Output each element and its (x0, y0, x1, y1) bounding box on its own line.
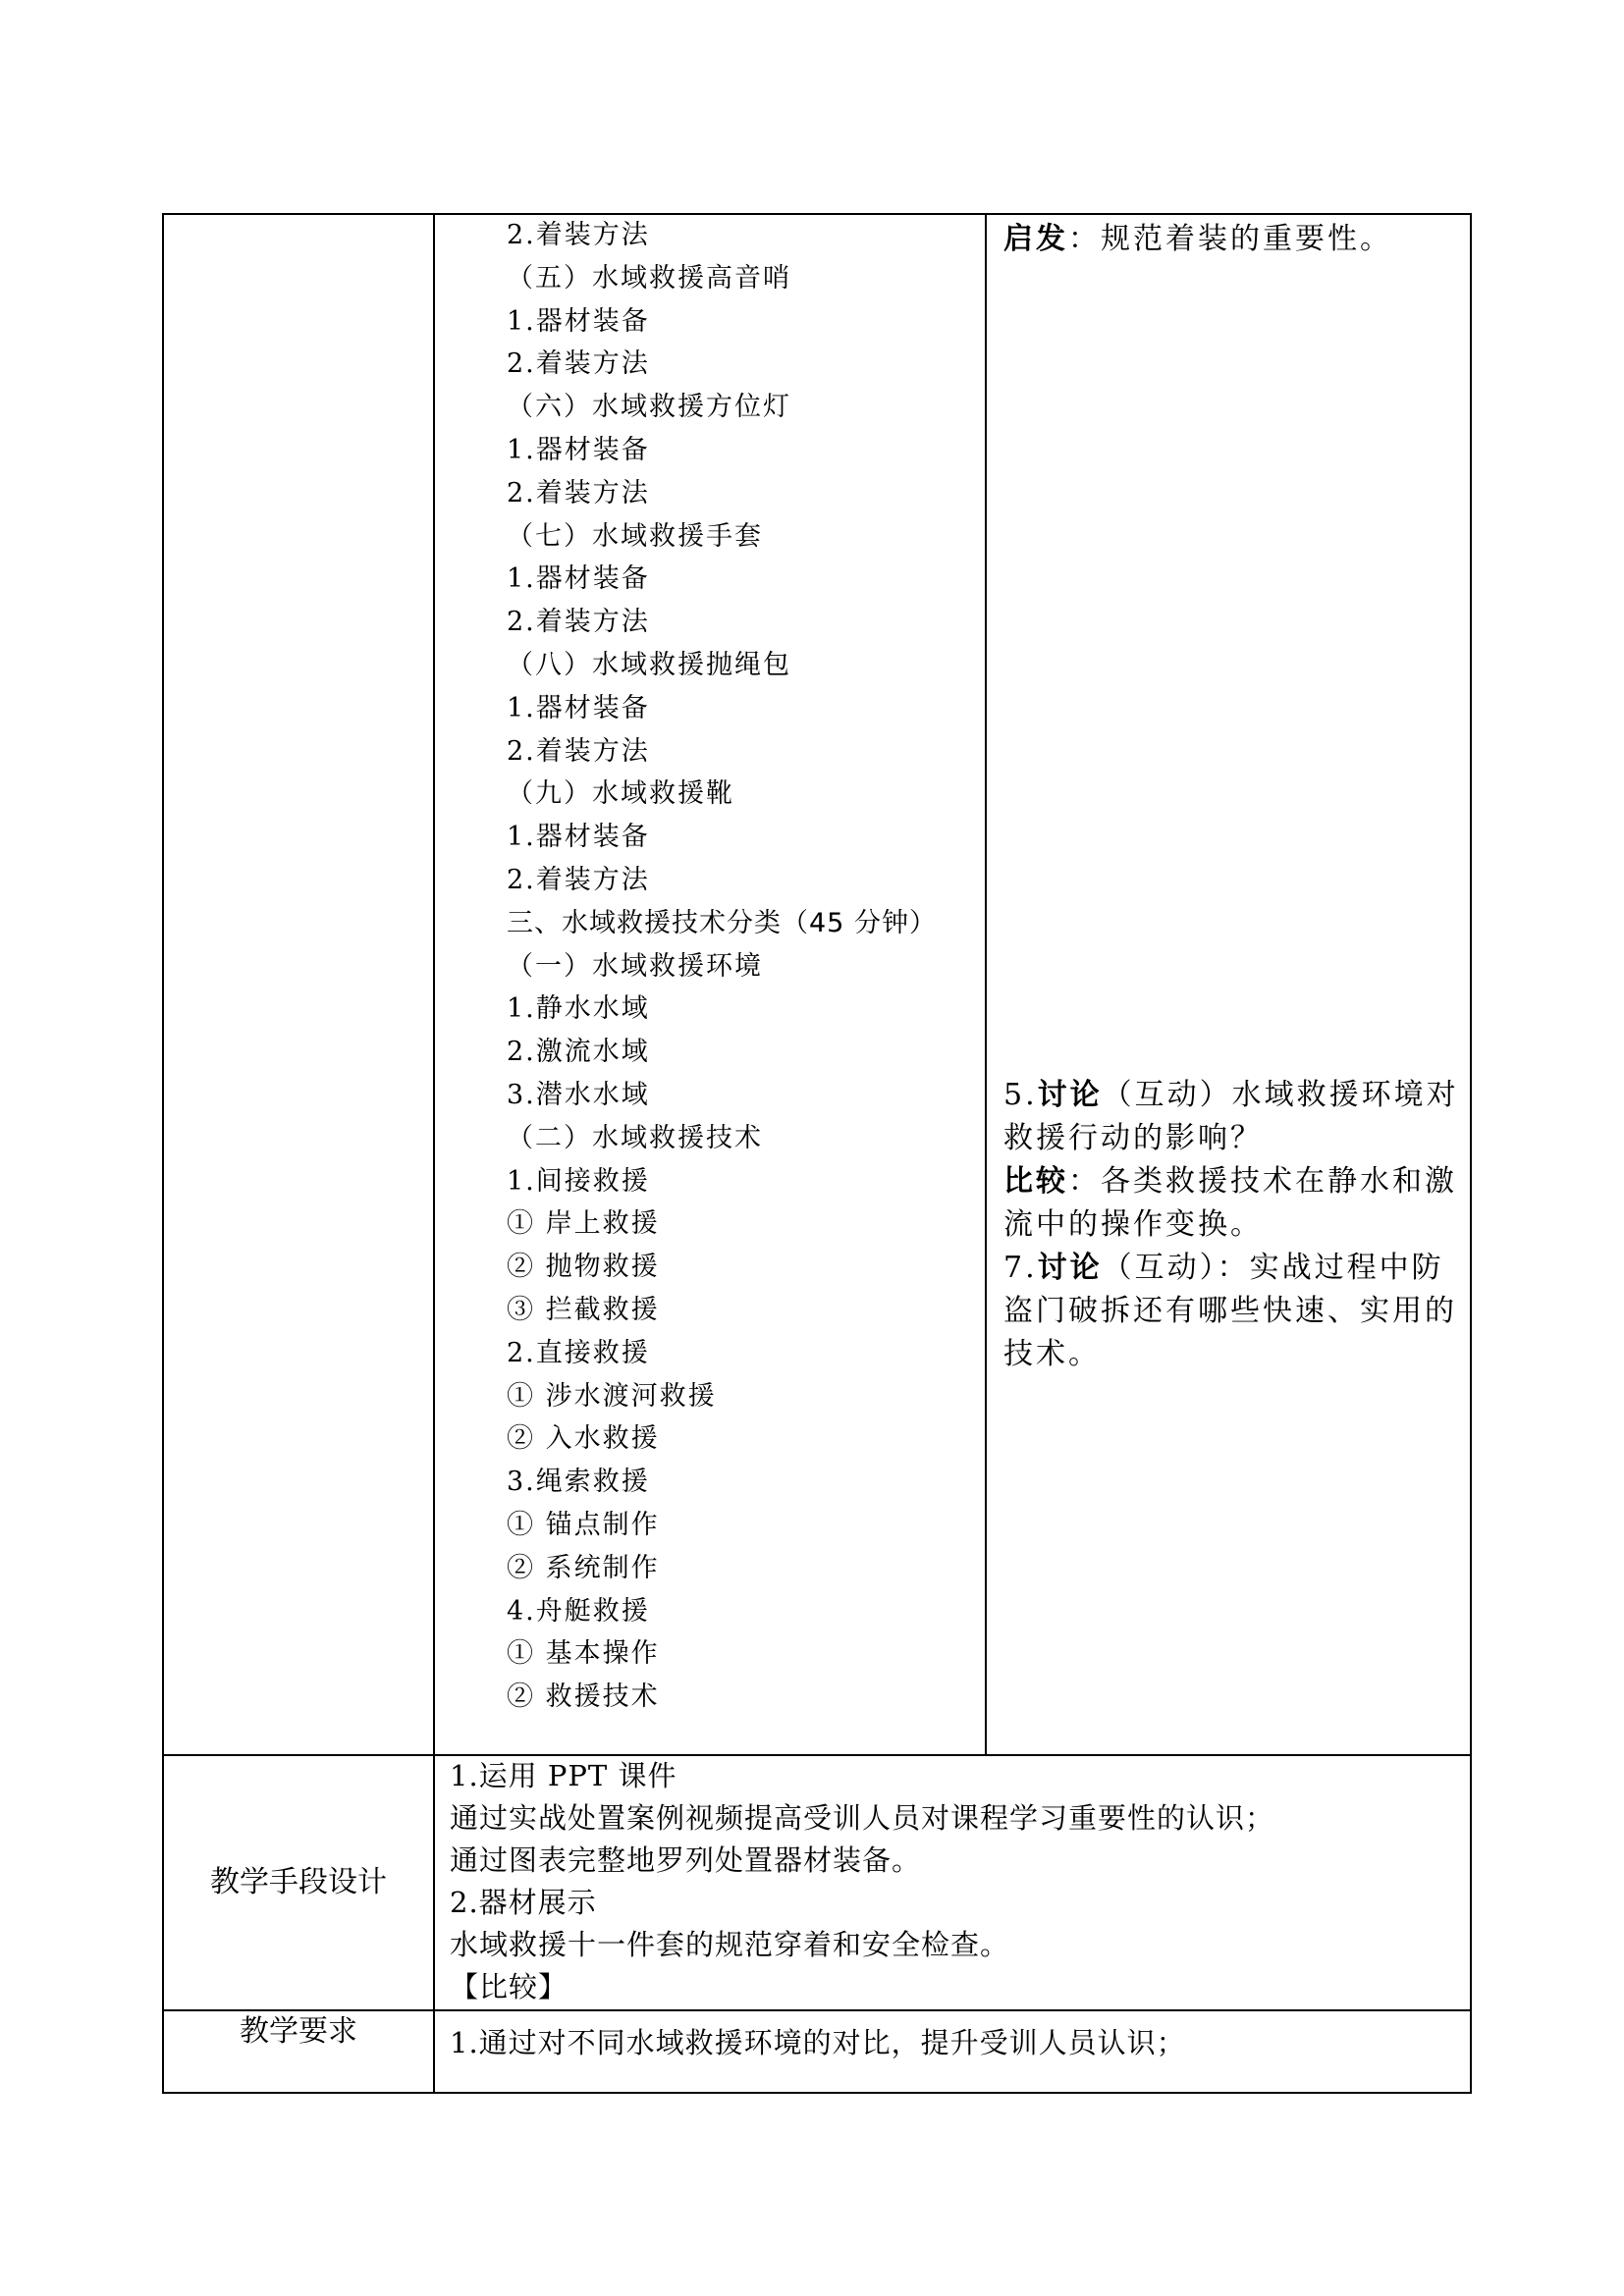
outline-item: （七）水域救援手套 (507, 520, 763, 552)
methods-line: 通过图表完整地罗列处置器材装备。 (450, 1843, 922, 1877)
outline-item: 4.舟艇救援 (507, 1595, 650, 1627)
table-border-col1-right (433, 213, 435, 2094)
outline-item: ① 基本操作 (507, 1638, 660, 1670)
outline-item: 2.着装方法 (507, 477, 650, 508)
outline-item: ② 抛物救援 (507, 1252, 660, 1283)
outline-item: 2.着装方法 (507, 607, 650, 638)
note-discussion-5-number: 5. (1003, 1078, 1038, 1112)
outline-item: （二）水域救援技术 (507, 1122, 763, 1153)
note-discussion-5-text: （互动）水域救援环境对救援行动的影响？ (1003, 1078, 1459, 1155)
methods-content (450, 1755, 1461, 2008)
outline-item: （九）水域救援靴 (507, 778, 734, 810)
outline-item: （一）水域救援环境 (507, 950, 763, 982)
note-inspire (1003, 218, 1463, 261)
outline-item: 3.潜水水域 (507, 1080, 650, 1110)
note-inspire-text: ：规范着装的重要性。 (1068, 222, 1392, 256)
outline-item: 1.器材装备 (507, 305, 650, 337)
requirements-label: 教学要求 (240, 2014, 357, 2049)
table-border-left (162, 213, 164, 2094)
table-border-row2-bottom (162, 2009, 1472, 2011)
outline-item: 1.器材装备 (507, 563, 650, 595)
outline-item: 3.绳索救援 (507, 1467, 650, 1498)
table-border-col2-right (985, 213, 987, 1756)
note-compare-label: 比较 (1003, 1164, 1068, 1199)
methods-line: 1.运用 PPT 课件 (450, 1759, 677, 1792)
note-discussion-7-number: 7. (1003, 1251, 1038, 1285)
outline-item: （六）水域救援方位灯 (507, 392, 791, 423)
outline-item: 2.着装方法 (507, 865, 650, 895)
outline-item: 2.激流水域 (507, 1037, 650, 1068)
table-border-right (1470, 213, 1472, 2094)
methods-line: 【比较】 (450, 1970, 568, 2003)
outline-item: 1.器材装备 (507, 692, 650, 723)
table-border-top (162, 213, 1472, 215)
outline-item: ② 系统制作 (507, 1552, 660, 1583)
outline-item: 1.静水水域 (507, 993, 650, 1025)
outline-item: 2.直接救援 (507, 1337, 650, 1368)
note-discussion-7-text: （互动）：实战过程中防盗门破拆还有哪些快速、实用的技术。 (1003, 1251, 1457, 1371)
outline-item: 1.器材装备 (507, 822, 650, 853)
requirements-content (450, 2022, 1461, 2064)
outline-item: ③ 拦截救援 (507, 1295, 660, 1325)
outline-item: ① 岸上救援 (507, 1208, 660, 1240)
outline-item: 1.器材装备 (507, 435, 650, 465)
methods-line: 通过实战处置案例视频提高受训人员对课程学习重要性的认识； (450, 1801, 1275, 1835)
outline-item: 2.着装方法 (507, 220, 650, 250)
outline-item: （八）水域救援抛绳包 (507, 650, 791, 680)
note-inspire-label: 启发 (1003, 222, 1068, 256)
outline-item: ① 涉水渡河救援 (507, 1380, 717, 1412)
outline-item: （五）水域救援高音哨 (507, 262, 791, 294)
note-discussion-5-label: 讨论 (1037, 1078, 1103, 1112)
table-border-bottom (162, 2092, 1472, 2094)
note-discussion-7-label: 讨论 (1037, 1251, 1103, 1285)
outline-item: 2.着装方法 (507, 348, 650, 380)
outline-item: 1.间接救援 (507, 1165, 650, 1197)
requirements-line: 1.通过对不同水域救援环境的对比，提升受训人员认识； (450, 2026, 1186, 2059)
outline-item: ② 救援技术 (507, 1682, 660, 1713)
note-compare-text: ：各类救援技术在静水和激流中的操作变换。 (1003, 1164, 1457, 1242)
methods-line: 水域救援十一件套的规范穿着和安全检查。 (450, 1928, 1010, 1961)
outline-item: ② 入水救援 (507, 1423, 660, 1455)
outline-item: 2.着装方法 (507, 735, 650, 767)
outline-item: ① 锚点制作 (507, 1510, 660, 1540)
outline-section-heading: 三、水域救援技术分类（45 分钟） (507, 907, 937, 938)
methods-line: 2.器材展示 (450, 1886, 597, 1919)
methods-label: 教学手段设计 (210, 1865, 387, 1899)
note-discussion-5 (1003, 1074, 1463, 1376)
